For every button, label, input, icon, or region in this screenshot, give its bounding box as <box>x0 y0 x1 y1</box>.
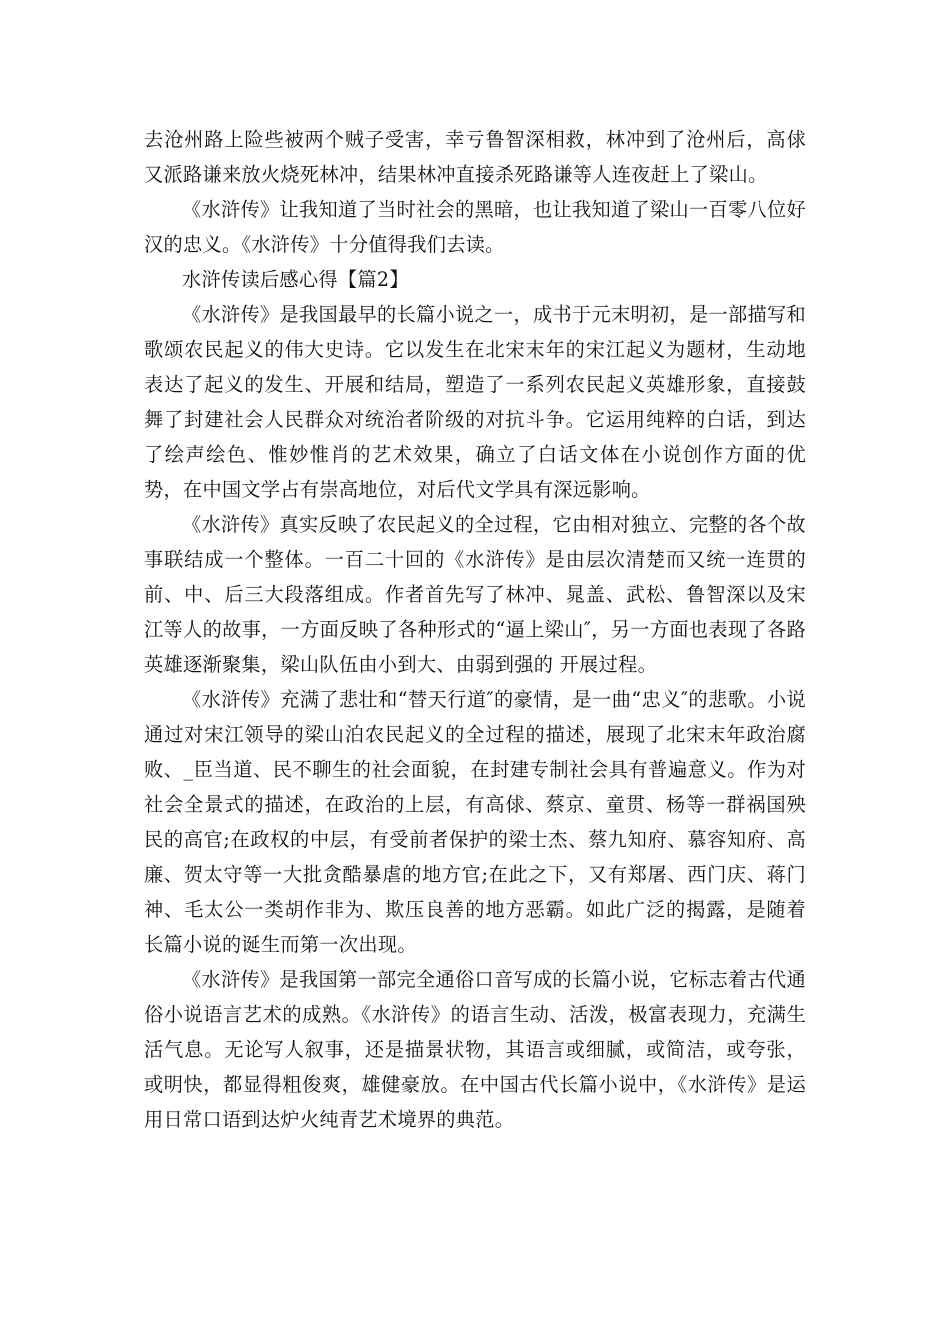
paragraph-structure: 《水浒传》真实反映了农民起义的全过程，它由相对独立、完整的各个故事联结成一个整体。一百二十回的《水浒传》是由层次清楚而又统一连贯的前、中、后三大段落组成。作者首先写了林冲、晁盖、武松、鲁智深以及宋江等人的故事，一方面反映了各种形式的“逼上梁山″，另一方面也表现了各路英雄逐渐聚集，梁山队伍由小到大、由弱到强的 开展过程。 <box>144 513 806 676</box>
paragraph-theme: 《水浒传》充满了悲壮和“替天行道″的豪情，是一曲“忠义″的悲歌。小说通过对宋江领导的梁山泊农民起义的全过程的描述，展现了北宋末年政治腐败、_臣当道、民不聊生的社会面貌，在封建专制社会具有普遍意义。作为对社会全景式的描述，在政治的上层，有高俅、蔡京、童贯、杨等一群祸国殃民的高官;在政权的中层，有受前者保护的梁士杰、蔡九知府、慕容知府、高廉、贺太守等一大批贪酷暴虐的地方官;在此之下，又有郑屠、西门庆、蒋门神、毛太公一类胡作非为、欺压良善的地方恶霸。如此广泛的揭露，是随着长篇小说的诞生而第一次出现。 <box>144 688 806 956</box>
paragraph-language: 《水浒传》是我国第一部完全通俗口音写成的长篇小说，它标志着古代通俗小说语言艺术的成熟。《水浒传》的语言生动、活泼，极富表现力，充满生活气息。无论写人叙事，还是描景状物，其语言或细腻，或简洁，或夸张，或明快，都显得粗俊爽，雄健豪放。在中国古代长篇小说中，《水浒传》是运用日常口语到达炉火纯青艺术境界的典范。 <box>144 968 806 1131</box>
paragraph-introduction: 《水浒传》是我国最早的长篇小说之一，成书于元末明初，是一部描写和歌颂农民起义的伟大史诗。它以发生在北宋末年的宋江起义为题材，生动地表达了起义的发生、开展和结局，塑造了一系列农民起义英雄形象，直接鼓舞了封建社会人民群众对统治者阶级的对抗斗争。它运用纯粹的白话，到达了绘声绘色、惟妙惟肖的艺术效果，确立了白话文体在小说创作方面的优势，在中国文学占有崇高地位，对后代文学具有深远影响。 <box>144 303 806 501</box>
section-heading: 水浒传读后感心得【篇2】 <box>182 268 409 291</box>
document-body <box>144 122 806 1137</box>
paragraph-conclusion: 《水浒传》让我知道了当时社会的黑暗，也让我知道了梁山一百零八位好汉的忠义。《水浒传》十分值得我们去读。 <box>144 198 806 256</box>
paragraph-continuation: 去沧州路上险些被两个贼子受害，幸亏鲁智深相救，林冲到了沧州后，高俅又派路谦来放火烧死林冲，结果林冲直接杀死路谦等人连夜赶上了梁山。 <box>144 128 806 186</box>
